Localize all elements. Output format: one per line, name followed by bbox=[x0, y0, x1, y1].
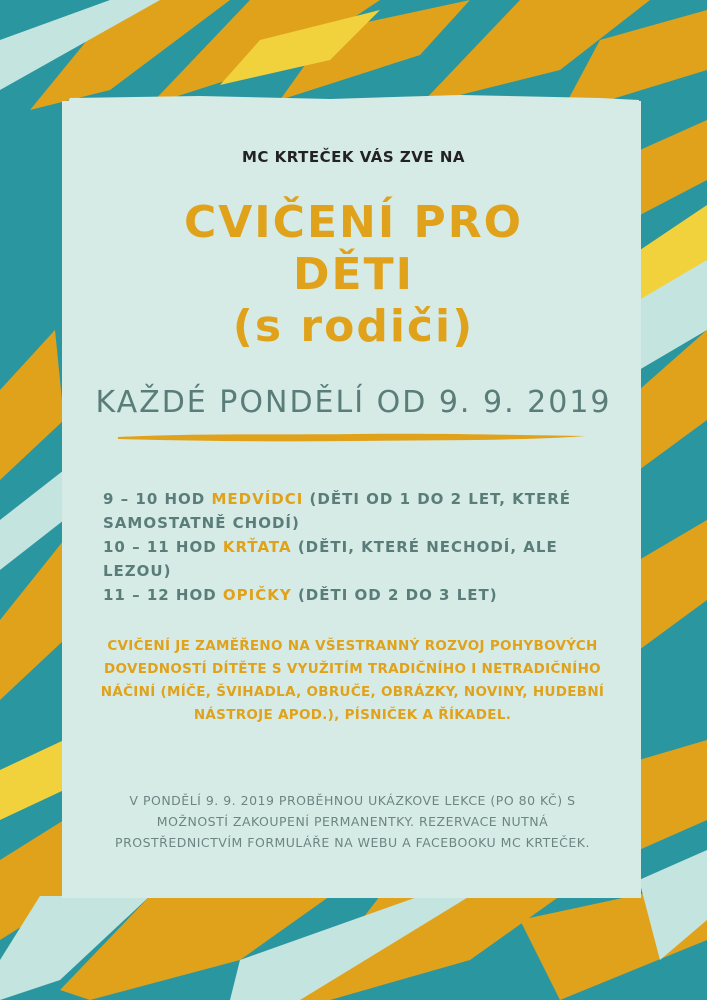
description-text: CVIČENÍ JE ZAMĚŘENO NA VŠESTRANNÝ ROZVOJ POHYBOVÝCH DOVEDNOSTÍ DÍTĚTE S VYUŽITÍM TRADIČNÍHO I NETRADIČNÍHO NÁČINÍ (MÍČE, ŠVIHADLA, OBRUČE, OBRÁZKY, NOVINY, HUDEBNÍ NÁSTROJE APOD.), PÍSNIČEK A ŘÍKADEL. bbox=[100, 638, 605, 723]
invite-text: MC KRTEČEK VÁS ZVE NA bbox=[241, 148, 466, 166]
title-line-1: CVIČENÍ PRO bbox=[183, 197, 524, 248]
schedule-time: 11 – 12 HOD bbox=[103, 586, 223, 604]
schedule-time: 10 – 11 HOD bbox=[103, 538, 223, 556]
brush-underline bbox=[116, 430, 588, 444]
event-title bbox=[0, 197, 707, 353]
title-line-3: (s rodiči) bbox=[232, 301, 475, 352]
schedule-group: OPIČKY bbox=[222, 586, 292, 604]
schedule-item bbox=[103, 535, 583, 583]
schedule-time: 9 – 10 HOD bbox=[103, 490, 212, 508]
schedule-group: MEDVÍDCI bbox=[211, 490, 304, 508]
schedule-details: (DĚTI OD 1 DO 2 LET, KTERÉ SAMOSTATNĚ CHODÍ) bbox=[103, 490, 572, 532]
title-line-2: DĚTI bbox=[293, 249, 414, 300]
schedule-details: (DĚTI, KTERÉ NECHODÍ, ALE LEZOU) bbox=[103, 538, 558, 580]
schedule-list bbox=[103, 487, 583, 607]
schedule-item bbox=[103, 487, 583, 535]
schedule-details: (DĚTI OD 2 DO 3 LET) bbox=[291, 586, 498, 604]
schedule-group: KRŤATA bbox=[222, 538, 292, 556]
schedule-item bbox=[103, 583, 583, 607]
reservation-note: V PONDĚLÍ 9. 9. 2019 PROBĚHNOU UKÁZKOVE LEKCE (PO 80 KČ) S MOŽNOSTÍ ZAKOUPENÍ PERMANENTKY. REZERVACE NUTNÁ PROSTŘEDNICTVÍM FORMULÁŘE NA WEBU A FACEBOOKU MC KRTEČEK. bbox=[115, 793, 590, 850]
event-date: KAŽDÉ PONDĚLÍ OD 9. 9. 2019 bbox=[95, 385, 612, 420]
